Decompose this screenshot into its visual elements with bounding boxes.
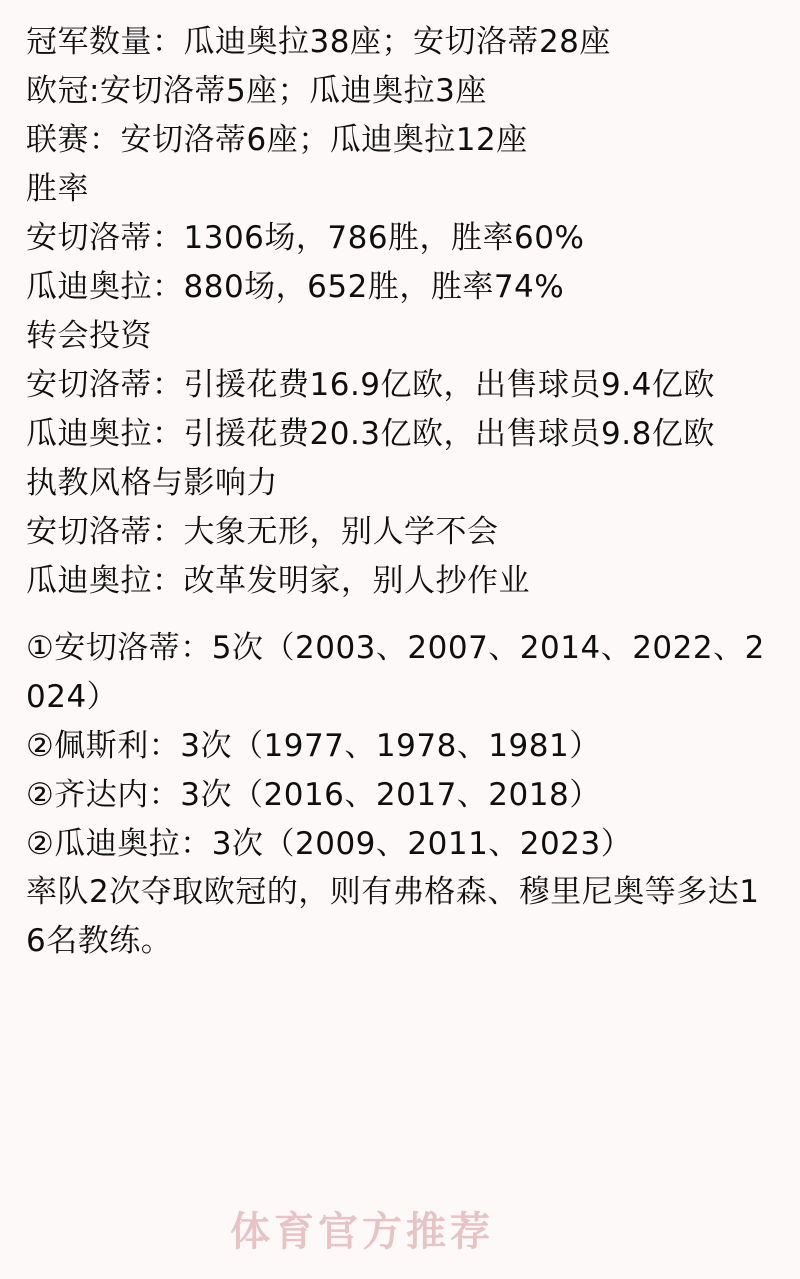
list-item-1: ①安切洛蒂：5次（2003、2007、2014、2022、2024）: [26, 629, 765, 715]
text-block: [26, 18, 774, 966]
text-line-12: 瓜迪奥拉：改革发明家，别人抄作业: [26, 562, 530, 599]
list-item-3: ②齐达内：3次（2016、2017、2018）: [26, 776, 601, 813]
section-heading-transfer-investment: 转会投资: [26, 317, 152, 354]
list-item-4: ②瓜迪奥拉：3次（2009、2011、2023）: [26, 825, 633, 862]
watermark: 体育官方推荐: [230, 1209, 494, 1255]
section-heading-coaching-style: 执教风格与影响力: [26, 464, 278, 501]
text-line-6: 瓜迪奥拉：880场，652胜，胜率74%: [26, 268, 565, 305]
list-item-2: ②佩斯利：3次（1977、1978、1981）: [26, 727, 601, 764]
text-line-1: 冠军数量：瓜迪奥拉38座；安切洛蒂28座: [26, 24, 611, 60]
text-line-11: 安切洛蒂：大象无形，别人学不会: [26, 513, 499, 550]
text-line-9: 瓜迪奥拉：引援花费20.3亿欧，出售球员9.8亿欧: [26, 415, 715, 452]
text-line-3: 联赛：安切洛蒂6座；瓜迪奥拉12座: [26, 121, 528, 158]
section-heading-win-rate: 胜率: [26, 170, 89, 207]
text-line-17: 率队2次夺取欧冠的，则有弗格森、穆里尼奥等多达16名教练。: [26, 874, 760, 960]
text-line-8: 安切洛蒂：引援花费16.9亿欧，出售球员9.4亿欧: [26, 366, 715, 403]
text-line-2: 欧冠:安切洛蒂5座；瓜迪奥拉3座: [26, 72, 487, 109]
text-line-5: 安切洛蒂：1306场，786胜，胜率60%: [26, 219, 585, 256]
